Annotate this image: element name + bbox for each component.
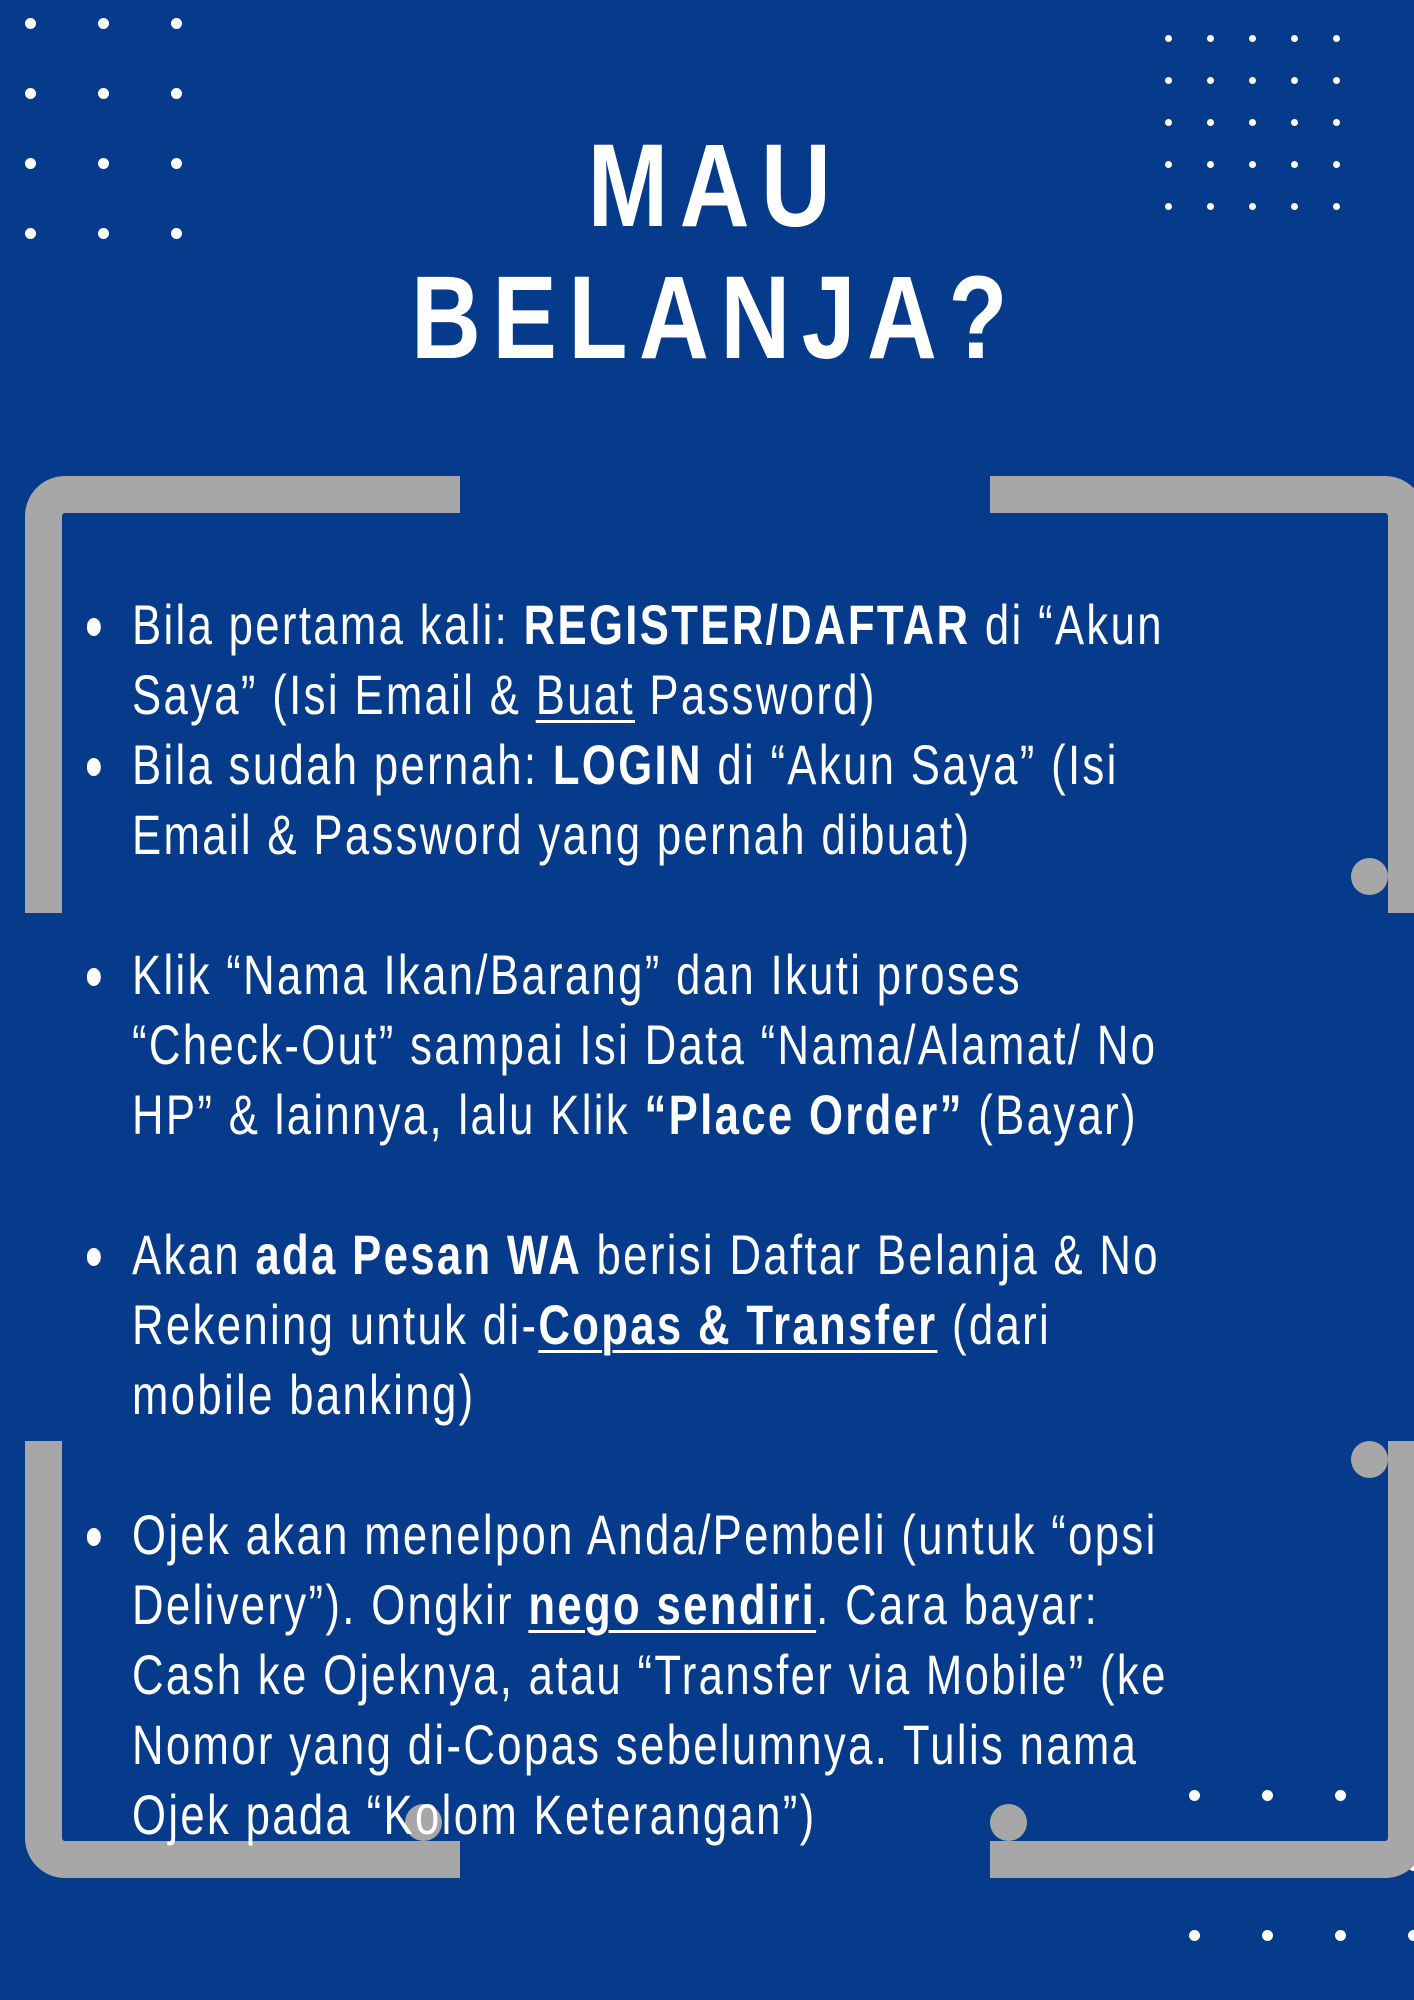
decorative-dot (25, 228, 36, 239)
decorative-dot (1291, 35, 1298, 42)
decorative-dot (171, 88, 182, 99)
bracket-end-cap (990, 476, 1027, 513)
decorative-dot (1291, 77, 1298, 84)
decorative-dot (1333, 203, 1340, 210)
decorative-dot (1333, 119, 1340, 126)
step-underlined-keyword: Copas & Transfer (538, 1293, 938, 1356)
decorative-dot (25, 18, 36, 29)
step-text: di “Akun Saya” (Isi Email & Password yang pernah dibuat) (132, 733, 1119, 866)
step-text: Akan (132, 1223, 256, 1286)
decorative-dot (1408, 1930, 1414, 1941)
decorative-dot (98, 18, 109, 29)
decorative-dot (1207, 77, 1214, 84)
decorative-dot (1207, 35, 1214, 42)
decorative-dot (1262, 1930, 1273, 1941)
step-keyword: ada Pesan WA (255, 1223, 583, 1286)
bracket-end-cap (25, 858, 62, 895)
step-login (132, 730, 1169, 870)
step-keyword: “Place Order” (644, 1083, 964, 1146)
decorative-dot (1333, 77, 1340, 84)
title-line-1: MAU (587, 120, 843, 252)
shopping-steps-list (132, 590, 1169, 1850)
step-text: . Cara bayar: Cash ke Ojeknya, atau “Transfer via Mobile” (ke Nomor yang di-Copas sebelumnya. Tulis nama Ojek pada “Kolom Keterangan”) (132, 1573, 1168, 1846)
step-text: Bila sudah pernah: (132, 733, 553, 796)
step-text: berisi Daftar Belanja & No Rekening untuk di- (132, 1223, 1160, 1356)
decorative-dot (25, 88, 36, 99)
decorative-dot (1165, 77, 1172, 84)
decorative-dot (171, 18, 182, 29)
decorative-dot (1333, 35, 1340, 42)
step-keyword: REGISTER/DAFTAR (523, 593, 971, 656)
step-checkout (132, 940, 1169, 1150)
decorative-dot (1335, 1930, 1346, 1941)
decorative-dot (1333, 161, 1340, 168)
bracket-end-cap (405, 476, 442, 513)
step-text: Bila pertama kali: (132, 593, 524, 656)
title-line-2: BELANJA? (411, 252, 1019, 384)
step-whatsapp-message (132, 1220, 1169, 1430)
step-underlined-text: Buat (535, 663, 635, 726)
decorative-dot (1249, 35, 1256, 42)
decorative-dot (1249, 77, 1256, 84)
bracket-end-cap (1351, 1441, 1388, 1478)
bracket-end-cap (1351, 858, 1388, 895)
step-text: Klik “Nama Ikan/Barang” dan Ikuti proses “Check-Out” sampai Isi Data “Nama/Alamat/ No HP” & lainnya, lalu Klik (132, 943, 1158, 1146)
step-text: Ojek akan menelpon Anda/Pembeli (untuk “opsi Delivery”). Ongkir (132, 1503, 1158, 1636)
page-title (129, 120, 1302, 384)
decorative-dot (25, 158, 36, 169)
decorative-dot (1189, 1930, 1200, 1941)
step-text: di “Akun Saya” (Isi Email & (132, 593, 1164, 726)
decorative-dot (98, 228, 109, 239)
step-delivery (132, 1500, 1169, 1850)
decorative-dot (1165, 35, 1172, 42)
decorative-dot (98, 88, 109, 99)
step-text: (Bayar) (963, 1083, 1138, 1146)
bracket-end-cap (25, 1441, 62, 1478)
decorative-dot (98, 158, 109, 169)
step-text: (dari mobile banking) (132, 1293, 1052, 1426)
step-register (132, 590, 1169, 730)
step-text: Password) (634, 663, 877, 726)
step-underlined-keyword: nego sendiri (528, 1573, 817, 1636)
step-keyword: LOGIN (552, 733, 703, 796)
